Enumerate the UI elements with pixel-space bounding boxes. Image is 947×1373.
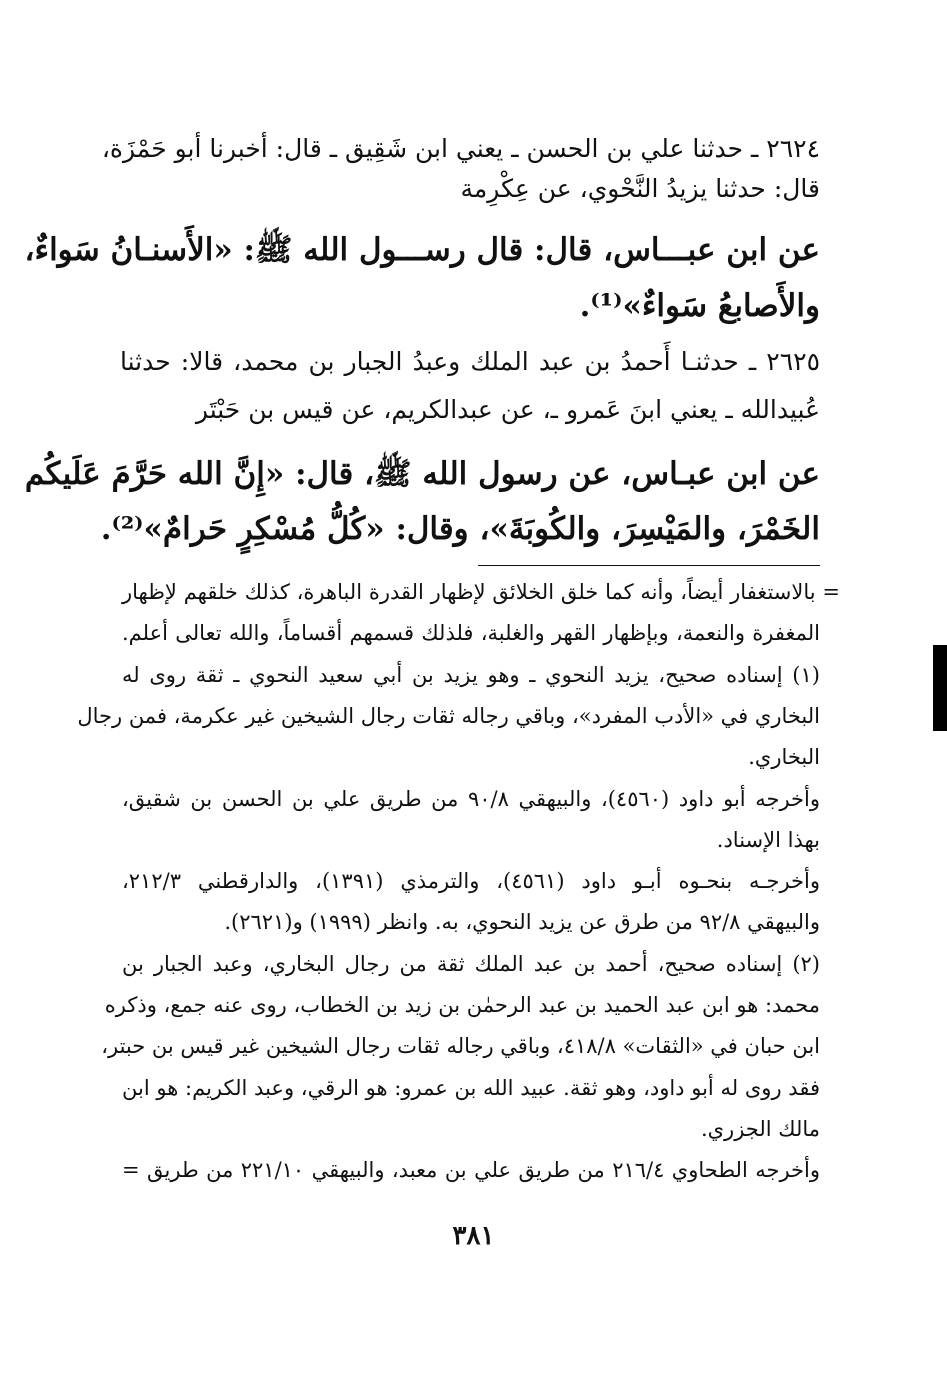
- footnote-2-line-2: محمد: هو ابن عبد الحميد بن عبد الرحمٰن بن زيد بن الخطاب، روى عنه جمع، وذكره: [104, 993, 820, 1017]
- hadith-2624-matn-line-1: عن ابن عبـــاس، قال: قال رســـول الله ﷺ: «الأَسنـانُ سَواءٌ،: [24, 232, 820, 268]
- hadith-2624-isnad-line-2: قال: حدثنا يزيدُ النَّحْوي، عن عِكْرِمة: [460, 174, 820, 203]
- footnote-1-line-6: وأخرجـه بنحـوه أبـو داود (٤٥٦١)، والترمذي (١٣٩١)، والدارقطني ٢١٢/٣،: [122, 869, 820, 893]
- footnote-2-line-4: فقد روى له أبو داود، وهو ثقة. عبيد الله بن عمرو: هو الرقي، وعبد الكريم: هو ابن: [122, 1076, 820, 1100]
- thumb-index-mark: [933, 645, 947, 731]
- footnote-separator: [478, 565, 820, 566]
- footnote-2-line-6: وأخرجه الطحاوي ٢١٦/٤ من طريق علي بن معبد، والبيهقي ٢٢١/١٠ من طريق =: [122, 1158, 820, 1182]
- footnote-1-line-7: والبيهقي ٩٢/٨ من طرق عن يزيد النحوي، به. وانظر (١٩٩٩) و(٢٦٢١).: [224, 910, 820, 934]
- footnote-1-line-5: بهذا الإسناد.: [716, 828, 820, 852]
- hadith-2625-matn-line-1: عن ابن عبـاس، عن رسول الله ﷺ، قال: «إِنَّ الله حَرَّمَ عَلَيكُم: [24, 456, 820, 492]
- footnote-2-line-3: ابن حبان في «الثقات» ٤١٨/٨، وباقي رجاله ثقات رجال الشيخين غير قيس بن حبتر،: [101, 1034, 820, 1058]
- footnote-continued-line-2: المغفرة والنعمة، وبإظهار القهر والغلبة، فلذلك قسمهم أقساماً، والله تعالى أعلم.: [122, 621, 820, 645]
- footnote-2-line-5: مالك الجزري.: [700, 1117, 820, 1141]
- hadith-2625-isnad-line-1: ٢٦٢٥ ـ حدثنـا أَحمدُ بن عبد الملك وعبدُ الجبار بن محمد، قالا: حدثنا: [120, 347, 820, 376]
- footnote-1-line-2: البخاري في «الأدب المفرد»، وباقي رجاله ثقات رجال الشيخين غير عكرمة، فمن رجال: [77, 704, 820, 728]
- footnote-2-line-1: (٢) إسناده صحيح، أحمد بن عبد الملك ثقة من رجال البخاري، وعبد الجبار بن: [122, 952, 820, 976]
- hadith-2624-matn-line-2: والأَصابعُ سَواءٌ»⁽¹⁾.: [579, 288, 820, 324]
- footnote-continued-line-1: = بالاستغفار أيضاً، وأنه كما خلق الخلائق لإظهار القدرة الباهرة، كذلك خلقهم لإظهار: [122, 580, 840, 604]
- page-number: ٣٨١: [452, 1221, 495, 1251]
- hadith-2624-isnad-line-1: ٢٦٢٤ ـ حدثنا علي بن الحسن ـ يعني ابن شَقِيق ـ قال: أخبرنا أبو حَمْزَة،: [101, 134, 820, 163]
- footnote-1-line-1: (١) إسناده صحيح، يزيد النحوي ـ وهو يزيد بن أبي سعيد النحوي ـ ثقة روى له: [122, 663, 820, 687]
- footnote-1-line-4: وأخرجه أبو داود (٤٥٦٠)، والبيهقي ٩٠/٨ من طريق علي بن الحسن بن شقيق،: [122, 787, 820, 811]
- hadith-2625-matn-line-2: الخَمْرَ، والمَيْسِرَ، والكُوبَةَ»، وقال: «كُلُّ مُسْكِرٍ حَرامٌ»⁽²⁾.: [100, 511, 820, 547]
- footnote-1-line-3: البخاري.: [748, 745, 820, 769]
- hadith-2625-isnad-line-2: عُبيدالله ـ يعني ابنَ عَمرو ـ، عن عبدالكريم، عن قيس بن حَبْتَر: [195, 395, 820, 424]
